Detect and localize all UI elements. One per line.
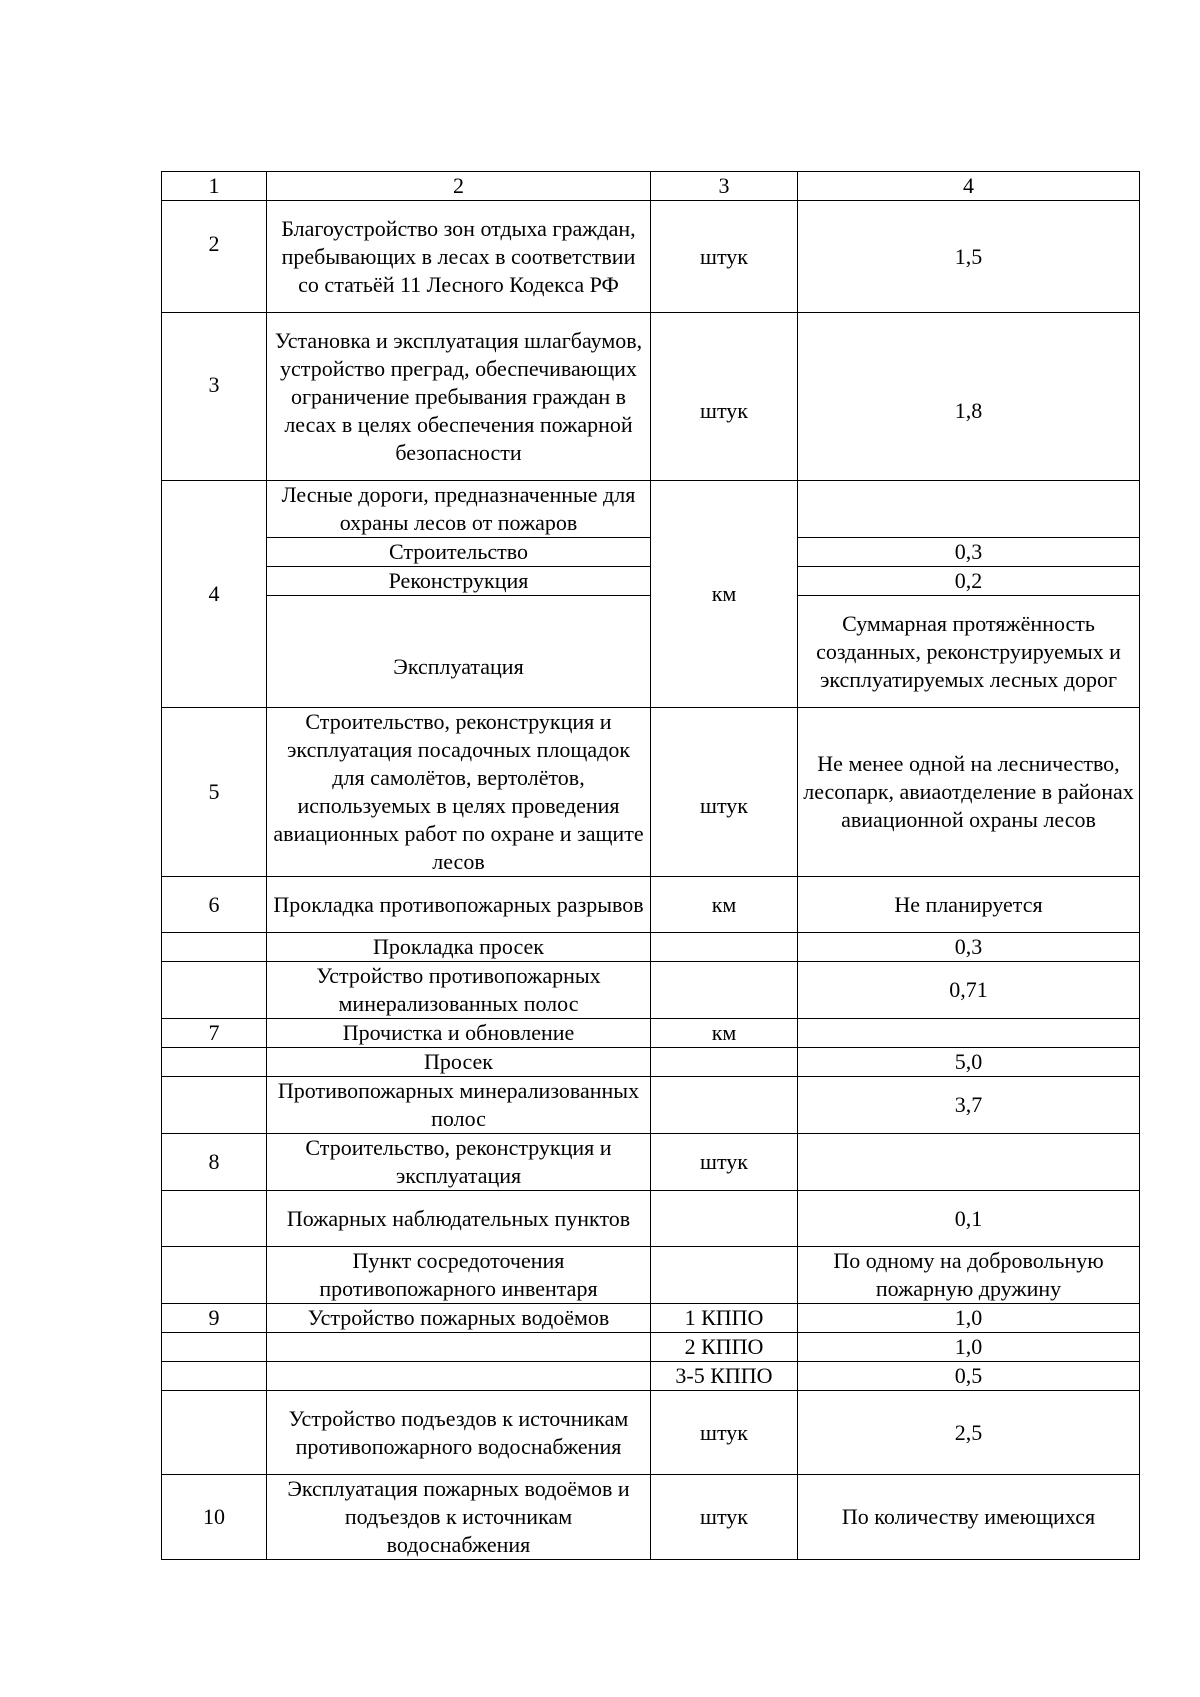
row-number: 9 (162, 1304, 267, 1333)
row-number (162, 1048, 267, 1077)
row-value (798, 1019, 1140, 1048)
row-name: Строительство, реконструкция и эксплуатация посадочных площадок для самолётов, вертолётов, используемых в целях проведения авиационных работ по охране и защите лесов (267, 708, 651, 877)
table-row (162, 1475, 1140, 1560)
row-name: Пункт сосредоточения противопожарного инвентаря (267, 1247, 651, 1304)
row-name: Прочистка и обновление (267, 1019, 651, 1048)
row-value: 0,2 (798, 567, 1140, 596)
row-value: 3,7 (798, 1077, 1140, 1134)
row-unit: км (651, 877, 798, 933)
row-number (162, 1362, 267, 1391)
row-value (798, 1134, 1140, 1191)
table-row (162, 1191, 1140, 1247)
row-name: Благоустройство зон отдыха граждан, пребывающих в лесах в соответствии со статьёй 11 Лесного Кодекса РФ (267, 201, 651, 313)
row-name: Устройство пожарных водоёмов (267, 1304, 651, 1333)
measures-table (161, 171, 1140, 1560)
table-row (162, 1333, 1140, 1362)
row-number (162, 1077, 267, 1134)
row-name: Прокладка просек (267, 933, 651, 962)
row-value: Не планируется (798, 877, 1140, 933)
row-unit (651, 962, 798, 1019)
row-unit (651, 1077, 798, 1134)
row-unit: км (651, 1019, 798, 1048)
header-row (162, 172, 1140, 201)
row-value: 2,5 (798, 1391, 1140, 1475)
row-value: 0,71 (798, 962, 1140, 1019)
row-value: 0,1 (798, 1191, 1140, 1247)
row-unit: штук (651, 313, 798, 481)
row-unit: км (651, 481, 798, 708)
row-name: Устройство противопожарных минерализованных полос (267, 962, 651, 1019)
row-value: Суммарная протяжённость созданных, реконструируемых и эксплуатируемых лесных дорог (798, 596, 1140, 708)
table-row (162, 933, 1140, 962)
table-row (162, 1077, 1140, 1134)
row-value (798, 481, 1140, 538)
row-unit: штук (651, 708, 798, 877)
row-number (162, 1191, 267, 1247)
row-number (162, 933, 267, 962)
row-number (162, 962, 267, 1019)
row-name (267, 1333, 651, 1362)
row-unit (651, 1191, 798, 1247)
row-name (267, 1362, 651, 1391)
row-name: Пожарных наблюдательных пунктов (267, 1191, 651, 1247)
row-unit: 1 КППО (651, 1304, 798, 1333)
row-unit (651, 933, 798, 962)
table-row (162, 1019, 1140, 1048)
row-name: Строительство (267, 538, 651, 567)
row-number: 6 (162, 877, 267, 933)
row-unit: 2 КППО (651, 1333, 798, 1362)
row-value: По количеству имеющихся (798, 1475, 1140, 1560)
row-number (162, 1247, 267, 1304)
row-name: Установка и эксплуатация шлагбаумов, устройство преград, обеспечивающих ограничение пребывания граждан в лесах в целях обеспечения пожарной безопасности (267, 313, 651, 481)
row-number (162, 1391, 267, 1475)
row-name: Прокладка противопожарных разрывов (267, 877, 651, 933)
row-unit: штук (651, 201, 798, 313)
row-number: 3 (162, 313, 267, 481)
row-unit (651, 1048, 798, 1077)
row-name: Противопожарных минерализованных полос (267, 1077, 651, 1134)
row-number (162, 1333, 267, 1362)
header-col-2: 2 (267, 172, 651, 201)
row-value: Не менее одной на лесничество, лесопарк, авиаотделение в районах авиационной охраны лесов (798, 708, 1140, 877)
row-name: Устройство подъездов к источникам противопожарного водоснабжения (267, 1391, 651, 1475)
header-col-1: 1 (162, 172, 267, 201)
row-number: 4 (162, 481, 267, 708)
table-row (162, 481, 1140, 538)
row-number: 7 (162, 1019, 267, 1048)
table-row (162, 877, 1140, 933)
row-unit: 3-5 КППО (651, 1362, 798, 1391)
row-value: 0,3 (798, 933, 1140, 962)
row-unit (651, 1247, 798, 1304)
row-number: 10 (162, 1475, 267, 1560)
table-row (162, 962, 1140, 1019)
table-row (162, 1247, 1140, 1304)
row-name: Эксплуатация пожарных водоёмов и подъездов к источникам водоснабжения (267, 1475, 651, 1560)
row-value: 1,8 (798, 313, 1140, 481)
row-unit: штук (651, 1134, 798, 1191)
row-number: 5 (162, 708, 267, 877)
row-number: 8 (162, 1134, 267, 1191)
table-row (162, 313, 1140, 481)
row-unit: штук (651, 1475, 798, 1560)
table-row (162, 1362, 1140, 1391)
header-col-3: 3 (651, 172, 798, 201)
header-col-4: 4 (798, 172, 1140, 201)
table-row (162, 1134, 1140, 1191)
row-name: Эксплуатация (267, 596, 651, 708)
row-value: По одному на добровольную пожарную дружину (798, 1247, 1140, 1304)
row-value: 0,3 (798, 538, 1140, 567)
row-value: 1,0 (798, 1333, 1140, 1362)
row-name: Просек (267, 1048, 651, 1077)
row-value: 5,0 (798, 1048, 1140, 1077)
row-value: 1,0 (798, 1304, 1140, 1333)
row-number: 2 (162, 201, 267, 313)
row-name: Реконструкция (267, 567, 651, 596)
row-name: Лесные дороги, предназначенные для охраны лесов от пожаров (267, 481, 651, 538)
table-row (162, 708, 1140, 877)
row-name: Строительство, реконструкция и эксплуатация (267, 1134, 651, 1191)
table-row (162, 201, 1140, 313)
table-row (162, 1304, 1140, 1333)
row-unit: штук (651, 1391, 798, 1475)
table-row (162, 1391, 1140, 1475)
row-value: 0,5 (798, 1362, 1140, 1391)
table-row (162, 1048, 1140, 1077)
row-value: 1,5 (798, 201, 1140, 313)
